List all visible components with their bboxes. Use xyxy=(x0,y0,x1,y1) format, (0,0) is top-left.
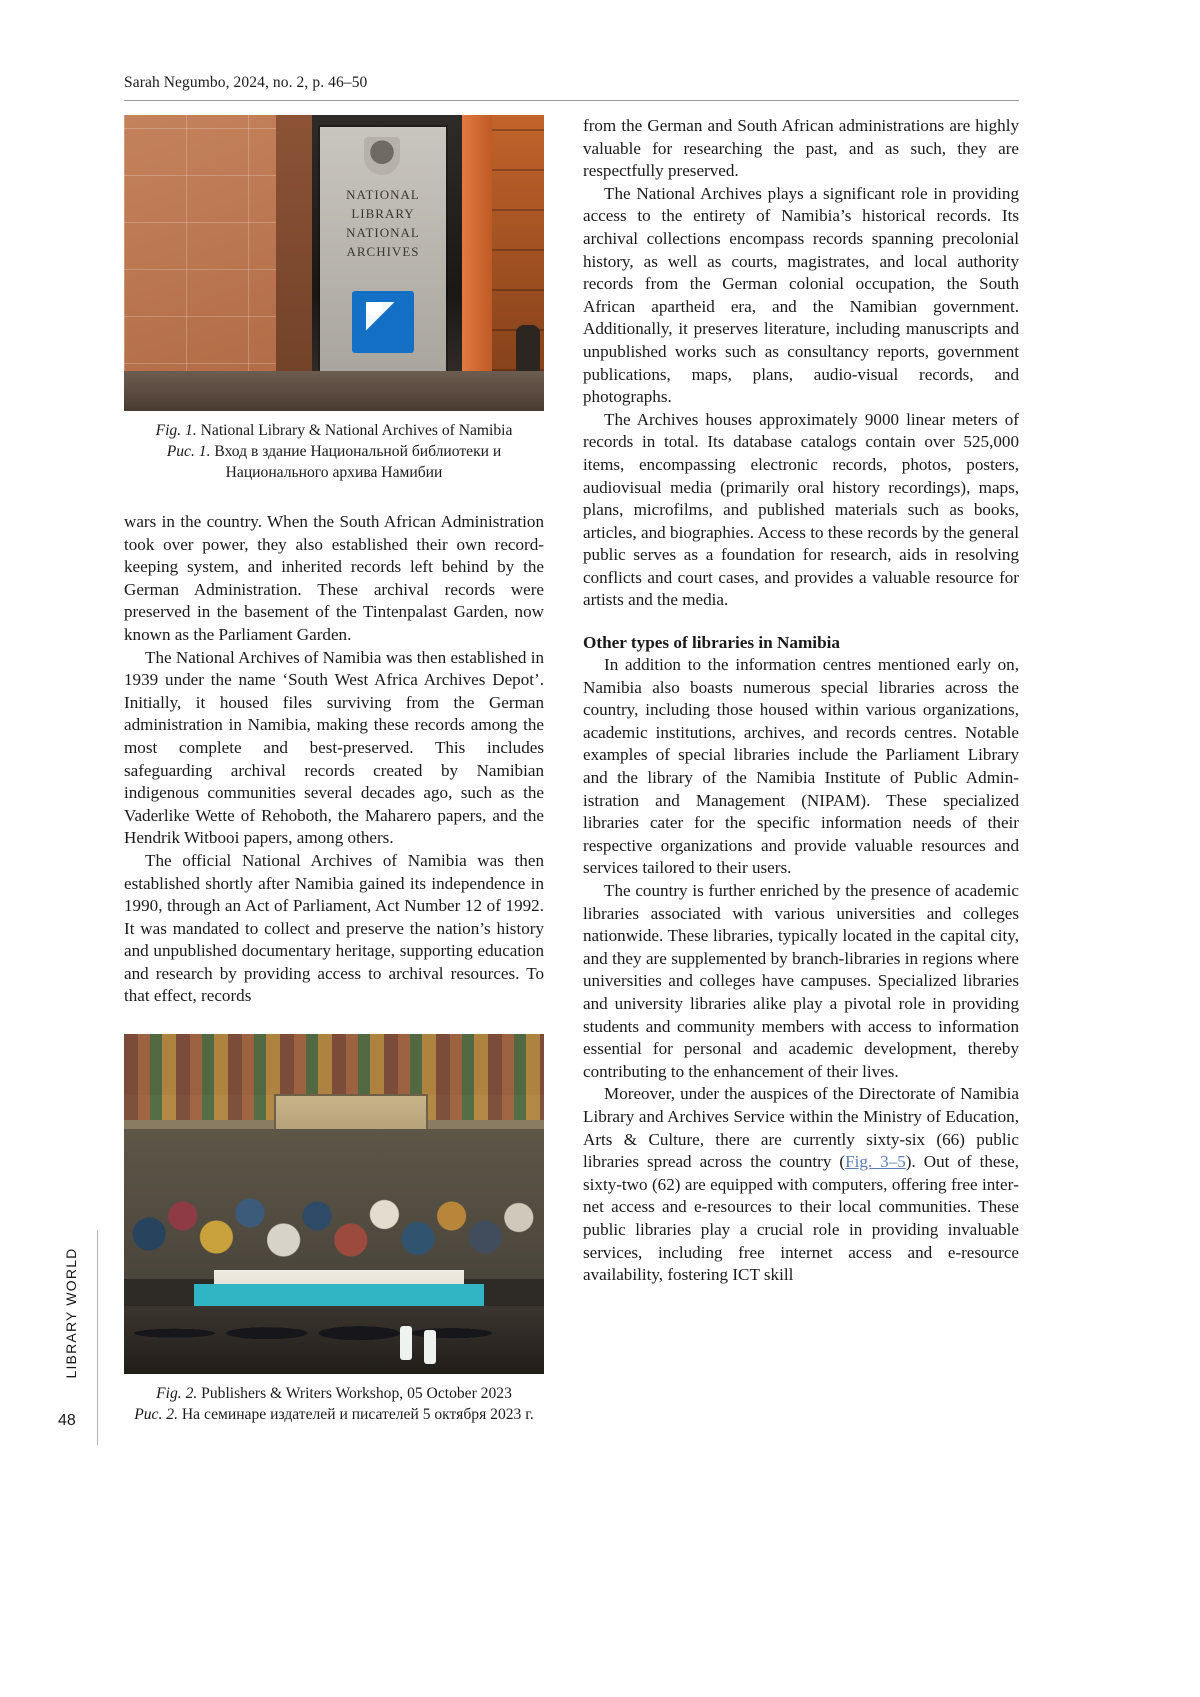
figure-2-bottle xyxy=(424,1330,436,1364)
figure-2-participants xyxy=(124,1129,544,1279)
figure-1 xyxy=(124,115,544,483)
figure-2-bottle xyxy=(400,1326,412,1360)
subheading: Other types of libraries in Namibia xyxy=(583,633,841,653)
figure-2-caption-label-ru: Рис. 2. xyxy=(134,1406,178,1424)
figure-2-caption-label-en: Fig. 2. xyxy=(156,1385,198,1403)
figure-1-caption xyxy=(124,420,544,483)
folio-rule xyxy=(97,1230,98,1445)
figure-1-wall-edge xyxy=(276,115,312,411)
paragraph: wars in the country. When the South African Administration took over power, they also established their own record-keeping system, and inherited records left behind by the German Administration. These archival records were preserved in the basement of the Tintenpalast Garden, now known as the Parliament Garden. xyxy=(124,512,544,644)
figure-1-floor xyxy=(124,371,544,411)
paragraph-part-1: Moreover, under the auspices of the Directorate of Namibia Library and Archives Service within the Ministry of Education, Arts & Culture, there are currently sixty-six (66) public libraries spread across the country ( xyxy=(583,1084,1019,1172)
figure-2-image xyxy=(124,1034,544,1374)
paragraph: The National Archives plays a significant role in providing access to the entirety of Namibia’s historical records. Its archival collections encompass records spanning precolonial history, as well as courts, magistrates, and local authority records from the German colonial occupation, the South African apartheid era, and the Namibian government. Additionally, it preserves literature, including manuscripts and unpublished works such as consultancy reports, government publications, maps, plans, audio-visual records, and photographs. xyxy=(583,183,1019,407)
paragraph: The country is further enriched by the presence of academic libraries associated with various universities and colleges nationwide. These libraries, typically located in the capital city, and they are supplemented by branch-libraries in regions where universities and colleges have campuses. Specialized libraries and university libraries alike play a pivotal role in providing students and community members with access to information essential for personal and academic development, thereby contributing to the enhancement of their lives. xyxy=(583,881,1019,1081)
running-head: Sarah Negumbo, 2024, no. 2, p. 46–50 xyxy=(124,74,368,91)
running-head-rule xyxy=(124,100,1019,101)
right-column xyxy=(583,115,1019,1287)
figure-1-caption-label-ru: Рис. 1. xyxy=(166,443,211,460)
figure-2-caption xyxy=(124,1383,544,1425)
page-number: 48 xyxy=(58,1412,76,1429)
accessibility-icon xyxy=(352,291,414,353)
figure-1-sign-text: NATIONAL LIBRARY NATIONAL ARCHIVES xyxy=(346,187,420,259)
figure-2 xyxy=(124,1034,544,1425)
paragraph: The National Archives of Namibia was then established in 1939 under the name ‘South West Africa Archives Depot’. Initially, it housed files surviving from the German administration in Namibia, making these records among the most complete and best-preserved. This includes safeguarding archival records created by Namibian indigenous communities several decades ago, such as the Vaderlike Wette of Rehoboth, the Maharero papers, and the Hendrik Witbooi papers, among others. xyxy=(124,647,544,848)
section-side-label: LIBRARY WORLD xyxy=(63,1247,79,1379)
paragraph: from the German and South African administrations are highly valuable for researching the past, and as such, they are respectfully preserved. xyxy=(583,116,1019,181)
figure-1-caption-label-en: Fig. 1. xyxy=(155,422,197,439)
left-column xyxy=(124,115,544,1425)
figure-2-caption-text-ru: На семинаре издателей и писателей 5 октября 2023 г. xyxy=(177,1406,534,1424)
figure-cross-reference-link[interactable]: Fig. 3–5 xyxy=(845,1152,906,1172)
figure-1-image xyxy=(124,115,544,411)
paragraph: The official National Archives of Namibia was then established shortly after Namibia gained its independence in 1990, through an Act of Parliament, Act Number 12 of 1992. It was mandated to collect and preserve the nation’s history and unpublished documentary heritage, supporting education and research by providing access to archival resources. To that effect, records xyxy=(124,850,544,1006)
paragraph-with-figure-link xyxy=(583,1083,1019,1286)
paragraph: In addition to the information centres mentioned early on, Namibia also boasts numerous special libraries across the country, including those housed within various organizations, academic institutions, archives, and records centres. Notable examples of special libraries include the Parliament Library and the library of the Namibia Institute of Public Administration and Management (NIPAM). These specialized libraries cater for the specific information needs of their respective organizations and provide valuable resources and services tailored to their users. xyxy=(583,655,1019,878)
figure-2-caption-text-en: Publishers & Writers Workshop, 05 October 2023 xyxy=(197,1385,512,1403)
figure-1-caption-text-en: National Library & National Archives of Namibia xyxy=(196,422,513,439)
figure-1-caption-text-ru: Вход в здание Национальной библиотеки и Национального архива Намибии xyxy=(210,443,502,481)
figure-1-wall xyxy=(124,115,276,411)
figure-1-pillar xyxy=(462,115,492,411)
paragraph: The Archives houses approximately 9000 linear meters of records in total. Its database catalogs contain over 525,000 items, encompassing electronic records, photos, posters, audiovisual media (primarily oral history recordings), maps, plans, microfilms, and published materials such as books, articles, and biographies. Access to these records by the general public serves as a foundation for research, aids in resolving conflicts and court cases, and provides a valuable resource for artists and the media. xyxy=(583,409,1019,610)
coat-of-arms-icon xyxy=(364,137,400,175)
figure-2-chairs xyxy=(124,1306,544,1374)
paragraph-part-2: ). Out of these, sixty-two (62) are equipped with computers, offering free internet access and e-resources to their local communities. These public libraries play a crucial role in providing invaluable services, including free internet access and e-resource availability, fostering ICT skill xyxy=(583,1152,1020,1285)
